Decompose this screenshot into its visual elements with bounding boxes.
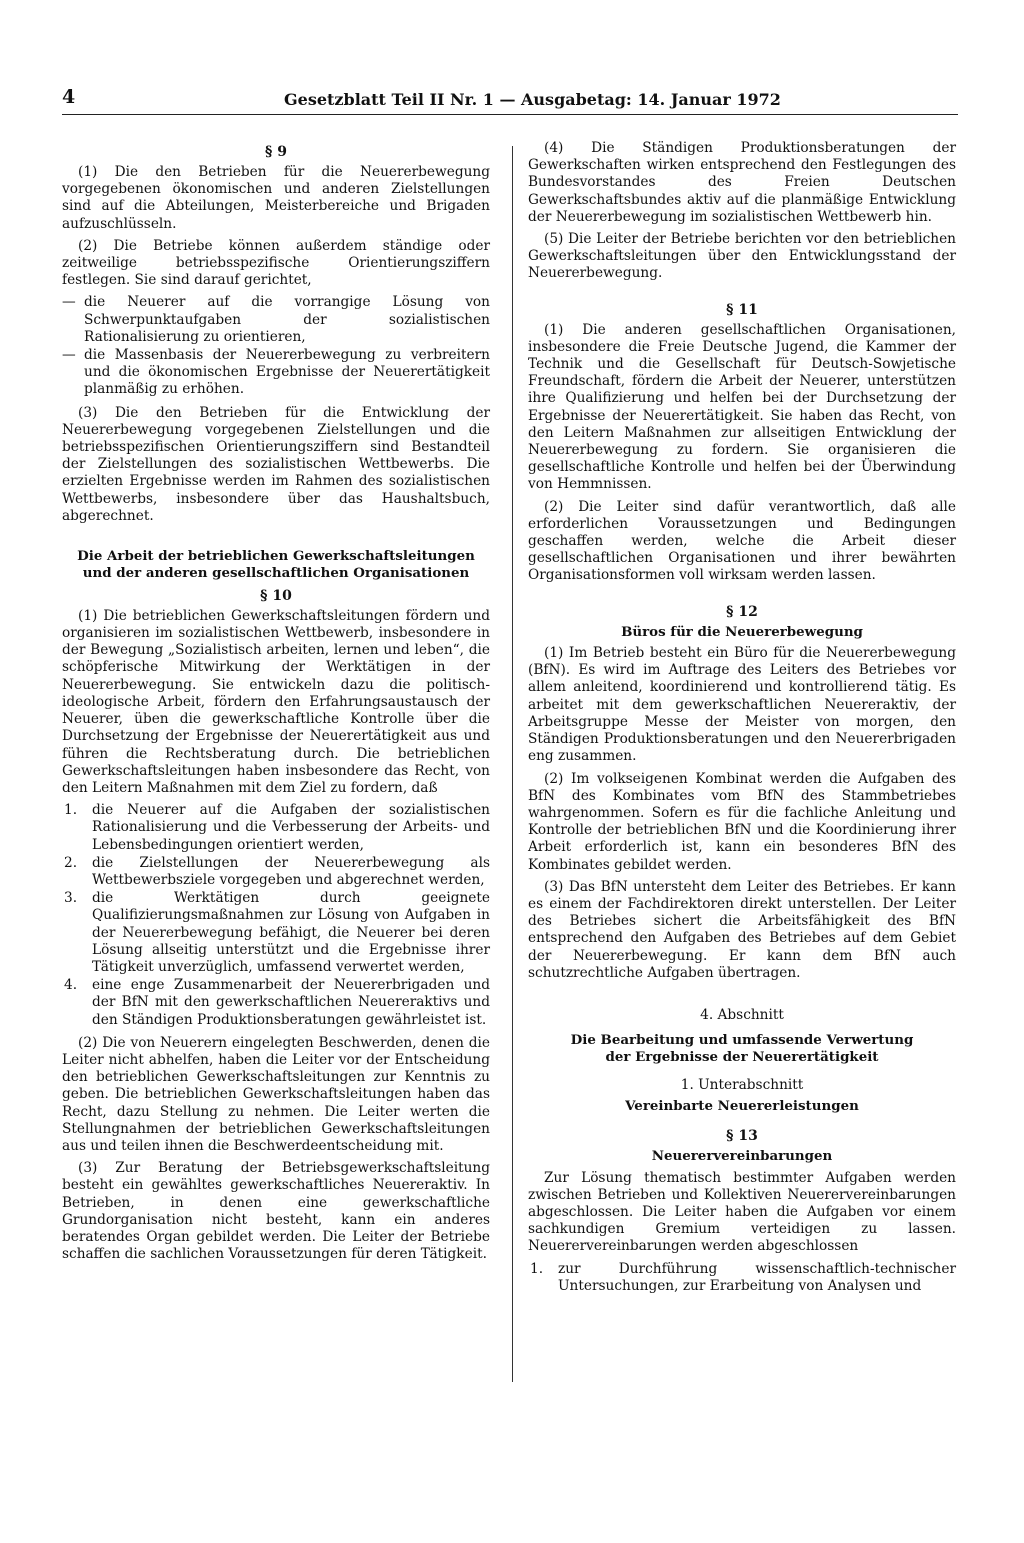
column-divider bbox=[512, 146, 513, 1382]
subchapter-number: 1. Unterabschnitt bbox=[680, 1076, 804, 1093]
section-13-paragraph-1: Zur Lösung thematisch bestimmter Aufgaben werden zwischen Betrieben und Kollektiven Neuerervereinbarungen abgeschlossen. Die Leiter haben die Aufgaben vor einem sachkundigen Gremium verteidigen zu lassen. Neuerervereinbarungen werden abgeschlossen bbox=[528, 1169, 956, 1255]
item-text: die Werktätigen durch geeignete Qualifizierungsmaßnahmen zur Lösung von Aufgaben in der Neuererbewegung befähigt, die Neuerer bei deren Lösung allseitig unterstützt und die Ergebnisse ihrer Tätigkeit unverzüglich, umfassend verwertet werden, bbox=[92, 890, 490, 975]
item-text: die Zielstellungen der Neuererbewegung als Wettbewerbsziele vorgegeben und abgerechnet werden, bbox=[92, 854, 490, 888]
left-column bbox=[62, 140, 490, 1268]
section-10-paragraph-5: (5) Die Leiter der Betriebe berichten vor den betrieblichen Gewerkschaftsleitungen über den Entwicklungsstand der Neuererbewegung. bbox=[528, 231, 956, 282]
item-number: 1. bbox=[64, 802, 78, 819]
section-11-paragraph-2: (2) Die Leiter sind dafür verantwortlich, daß alle erforderlichen Voraussetzungen und Bedingungen geschaffen werden, welche die Arbeit dieser gesellschaftlichen Organisationen und ihrer bewährten Organisationsformen voll wirksam werden lassen. bbox=[528, 498, 956, 584]
section-10-paragraph-1: (1) Die betrieblichen Gewerkschaftsleitungen fördern und organisieren im sozialistischen Wettbewerb, insbesondere in der Bewegung „Sozialistisch arbeiten, lernen und leben“, die schöpferische Mitwirkung der Werktätigen in der Neuererbewegung. Sie entwickeln dazu die politisch-ideologische Arbeit, fördern den Erfahrungsaustausch der Neuerer, üben die gewerkschaftliche Kontrolle über die Durchsetzung der Ergebnisse der Neuerertätigkeit aus und führen die Rechtsberatung durch. Die betrieblichen Gewerkschaftsleitungen haben insbesondere das Recht, von den Leitern Maßnahmen mit dem Ziel zu fordern, daß bbox=[62, 607, 490, 796]
page-header bbox=[62, 82, 958, 115]
section-13-heading: § 13 bbox=[726, 1128, 758, 1145]
dash-marker: — bbox=[62, 347, 76, 364]
item-number: 3. bbox=[64, 890, 78, 907]
section-9-heading: § 9 bbox=[265, 144, 287, 160]
section-10-paragraph-2: (2) Die von Neuerern eingelegten Beschwerden, denen die Leiter nicht abhelfen, haben die Leiter vor der Entscheidung den betrieblichen Gewerkschaftsleitungen zur Kenntnis zu geben. Die betrieblichen Gewerkschaftsleitungen haben das Recht, dazu Stellung zu nehmen. Die Leiter werten die Stellungnahmen der betrieblichen Gewerkschaftsleitungen aus und teilen ihnen die Beschwerdeentscheidung mit. bbox=[62, 1034, 490, 1154]
section-10-paragraph-3: (3) Zur Beratung der Betriebsgewerkschaftsleitung besteht ein gewähltes gewerkschaftliches Neuereraktiv. In Betrieben, in denen eine gewerkschaftliche Grundorganisation nicht besteht, kann ein anderes beratendes Organ gebildet werden. Die Leiter der Betriebe schaffen die sachlichen Voraussetzungen für deren Tätigkeit. bbox=[62, 1160, 490, 1263]
chapter-title-line-1: Die Bearbeitung und umfassende Verwertung bbox=[570, 1031, 914, 1048]
numbered-item bbox=[528, 1261, 956, 1295]
section-9-paragraph-3: (3) Die den Betrieben für die Entwicklung der Neuererbewegung vorgegebenen Zielstellungen und die betriebsspezifischen Orientierungsziffern sind Bestandteil der Zielstellungen des sozialistischen Wettbewerbs. Die erzielten Ergebnisse werden im Rahmen des sozialistischen Wettbewerbs, insbesondere über das Haushaltsbuch, abgerechnet. bbox=[62, 404, 490, 524]
numbered-item bbox=[62, 977, 490, 1029]
dash-marker: — bbox=[62, 294, 76, 311]
section-11-paragraph-1: (1) Die anderen gesellschaftlichen Organisationen, insbesondere die Freie Deutsche Jugend, die Kammer der Technik und die Gesellschaft für Deutsch-Sowjetische Freundschaft, fördern die Arbeit der Neuerer, unterstützen ihre Qualifizierung und helfen bei der Durchsetzung der Ergebnisse der Neuerertätigkeit. Sie haben das Recht, von den Leitern Maßnahmen zur allseitigen Entwicklung der Neuererbewegung zu fordern. Sie organisieren die gesellschaftliche Kontrolle und helfen bei der Überwindung von Hemmnissen. bbox=[528, 321, 956, 493]
section-12-title: Büros für die Neuererbewegung bbox=[621, 623, 863, 640]
chapter-number: 4. Abschnitt bbox=[700, 1006, 784, 1023]
section-10-heading: § 10 bbox=[260, 587, 292, 604]
section-11-heading: § 11 bbox=[726, 301, 758, 318]
section-12-paragraph-1: (1) Im Betrieb besteht ein Büro für die Neuererbewegung (BfN). Es wird im Auftrage des Leiters des Betriebes vor allem anleitend, koordinierend und kontrollierend tätig. Es arbeitet mit dem gewerkschaftlichen Neuereraktiv, der Arbeitsgruppe Messe der Meister von morgen, den Ständigen Produktionsberatungen und den Neuererbrigaden eng zusammen. bbox=[528, 645, 956, 765]
numbered-item bbox=[62, 890, 490, 976]
item-text: eine enge Zusammenarbeit der Neuererbrigaden und der BfN mit den gewerkschaftlichen Neuereraktivs und den Ständigen Produktionsberatungen gewährleistet ist. bbox=[92, 977, 490, 1028]
page-number: 4 bbox=[62, 86, 76, 108]
dash-item bbox=[62, 294, 490, 346]
section-12-paragraph-3: (3) Das BfN untersteht dem Leiter des Betriebes. Er kann es einem der Fachdirektoren direkt unterstellen. Der Leiter des Betriebes sichert die Arbeitsfähigkeit des BfN entsprechend den Aufgaben des Betriebes auf dem Gebiet der Neuererbewegung. Er kann dem BfN auch schutzrechtliche Aufgaben übertragen. bbox=[528, 878, 956, 981]
right-column bbox=[528, 140, 956, 1296]
section-12-paragraph-2: (2) Im volkseigenen Kombinat werden die Aufgaben des BfN des Kombinates vom BfN des Stammbetriebes wahrgenommen. Sofern es für die fachliche Anleitung und Kontrolle der betrieblichen BfN und die Koordinierung ihrer Arbeit erforderlich ist, kann ein besonderes BfN des Kombinates gebildet werden. bbox=[528, 770, 956, 873]
dash-item-text: die Massenbasis der Neuererbewegung zu verbreitern und die ökonomischen Ergebnisse der Neuerertätigkeit planmäßig zu erhöhen. bbox=[84, 347, 490, 398]
section-12-heading: § 12 bbox=[726, 603, 758, 620]
numbered-item bbox=[62, 855, 490, 889]
subchapter-title: Vereinbarte Neuererleistungen bbox=[625, 1097, 859, 1114]
chapter-title-line-2: der Ergebnisse der Neuerertätigkeit bbox=[605, 1049, 879, 1066]
section-9-paragraph-1: (1) Die den Betrieben für die Neuererbewegung vorgegebenen ökonomischen und anderen Zielstellungen sind auf die Abteilungen, Meisterbereiche und Brigaden aufzuschlüsseln. bbox=[62, 164, 490, 232]
item-text: zur Durchführung wissenschaftlich-technischer Untersuchungen, zur Erarbeitung von Analysen und bbox=[558, 1260, 956, 1294]
dash-item bbox=[62, 347, 490, 399]
section-title-line-1: Die Arbeit der betrieblichen Gewerkschaftsleitungen bbox=[77, 548, 475, 565]
section-10-paragraph-4: (4) Die Ständigen Produktionsberatungen der Gewerkschaften wirken entsprechend den Festlegungen des Bundesvorstandes des Freien Deutschen Gewerkschaftsbundes aktiv auf die planmäßige Entwicklung der Neuererbewegung im sozialistischen Wettbewerb hin. bbox=[528, 140, 956, 225]
section-title-line-2: und der anderen gesellschaftlichen Organisationen bbox=[82, 565, 470, 582]
numbered-item bbox=[62, 802, 490, 854]
item-number: 1. bbox=[530, 1260, 544, 1277]
header-title: Gesetzblatt Teil II Nr. 1 — Ausgabetag: 14. Januar 1972 bbox=[284, 90, 781, 109]
item-number: 4. bbox=[64, 977, 78, 994]
item-text: die Neuerer auf die Aufgaben der sozialistischen Rationalisierung und die Verbesserung der Arbeits- und Lebensbedingungen orientiert werden, bbox=[92, 802, 490, 853]
item-number: 2. bbox=[64, 854, 78, 871]
dash-item-text: die Neuerer auf die vorrangige Lösung von Schwerpunktaufgaben der sozialistischen Rationalisierung zu orientieren, bbox=[84, 294, 490, 345]
section-13-title: Neuerervereinbarungen bbox=[651, 1148, 833, 1165]
section-9-paragraph-2: (2) Die Betriebe können außerdem ständige oder zeitweilige betriebsspezifische Orientierungsziffern festlegen. Sie sind darauf gerichtet, bbox=[62, 237, 490, 289]
